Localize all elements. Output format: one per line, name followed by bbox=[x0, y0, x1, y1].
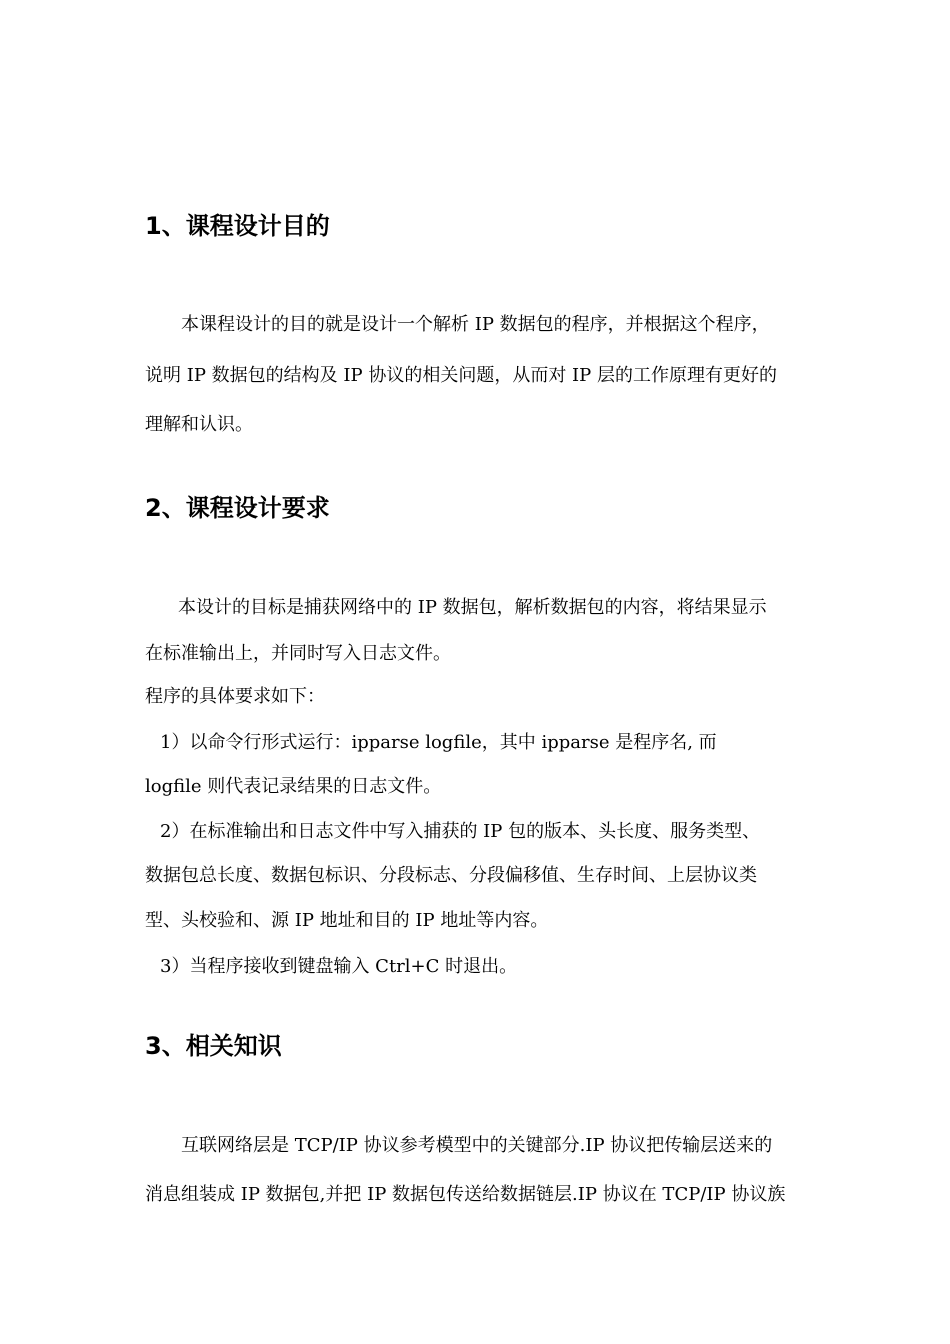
section-2-requirement-line: 1）以命令行形式运行：ipparse logfile，其中 ipparse 是程序名, 而 bbox=[160, 732, 717, 753]
section-2-heading: 2、课程设计要求 bbox=[145, 494, 330, 522]
section-3-paragraph-line: 消息组装成 IP 数据包,并把 IP 数据包传送给数据链层.IP 协议在 TCP/IP 协议族 bbox=[145, 1184, 786, 1205]
section-1-paragraph-line: 说明 IP 数据包的结构及 IP 协议的相关问题，从而对 IP 层的工作原理有更好的 bbox=[145, 365, 777, 386]
section-2-paragraph-line: 在标准输出上，并同时写入日志文件。 bbox=[145, 643, 451, 664]
section-2-paragraph-line: 程序的具体要求如下： bbox=[145, 686, 325, 707]
section-2-paragraph-line: 本设计的目标是捕获网络中的 IP 数据包，解析数据包的内容，将结果显示 bbox=[178, 597, 767, 618]
section-2-requirement-line: 2）在标准输出和日志文件中写入捕获的 IP 包的版本、头长度、服务类型、 bbox=[160, 821, 761, 842]
section-3-heading: 3、相关知识 bbox=[145, 1032, 282, 1060]
section-2-requirement-line: logfile 则代表记录结果的日志文件。 bbox=[145, 776, 442, 797]
section-1-paragraph-line: 本课程设计的目的就是设计一个解析 IP 数据包的程序，并根据这个程序， bbox=[181, 314, 770, 335]
section-3-paragraph-line: 互联网络层是 TCP/IP 协议参考模型中的关键部分.IP 协议把传输层送来的 bbox=[181, 1135, 773, 1156]
section-2-requirement-line: 数据包总长度、数据包标识、分段标志、分段偏移值、生存时间、上层协议类 bbox=[145, 865, 757, 886]
section-2-requirement-line: 型、头校验和、源 IP 地址和目的 IP 地址等内容。 bbox=[145, 910, 549, 931]
section-2-requirement-line: 3）当程序接收到键盘输入 Ctrl+C 时退出。 bbox=[160, 956, 518, 977]
section-1-heading: 1、课程设计目的 bbox=[145, 212, 330, 240]
section-1-paragraph-line: 理解和认识。 bbox=[145, 414, 253, 435]
